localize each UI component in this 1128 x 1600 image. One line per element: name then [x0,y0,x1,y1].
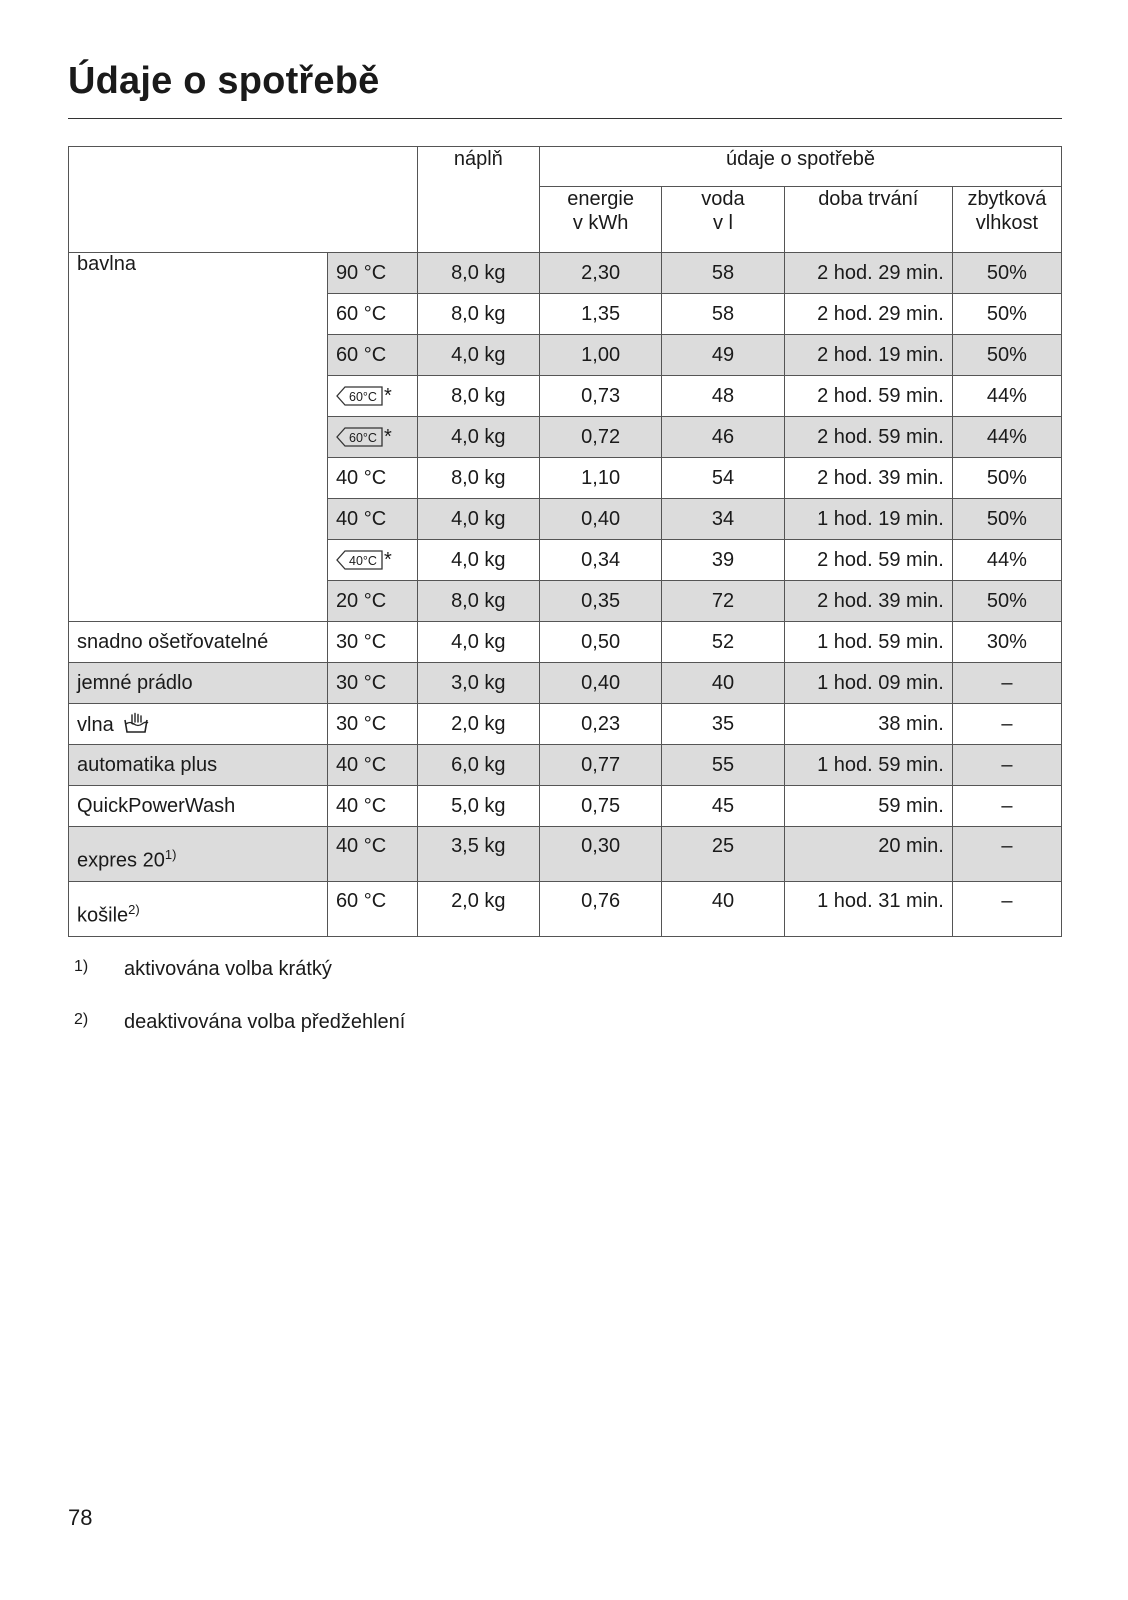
load-cell: 3,0 kg [417,663,539,704]
water-cell: 58 [662,253,784,294]
table-row [69,882,1062,937]
load-cell: 4,0 kg [417,335,539,376]
temp-cell: 40 °C [327,786,417,827]
moisture-cell: 50% [952,294,1061,335]
temp-cell [327,540,417,581]
water-cell: 54 [662,458,784,499]
load-cell: 4,0 kg [417,540,539,581]
footnotes [74,958,405,1064]
temp-cell: 60 °C [327,335,417,376]
program-cell: snadno ošetřovatelné [69,622,328,663]
temp-cell: 60 °C [327,882,417,937]
program-cell: automatika plus [69,745,328,786]
temp-cell: 40 °C [327,827,417,882]
load-cell: 4,0 kg [417,499,539,540]
header-blank [69,147,418,253]
water-cell: 40 [662,663,784,704]
temp-cell: 30 °C [327,622,417,663]
moisture-cell: 44% [952,417,1061,458]
load-cell: 2,0 kg [417,704,539,745]
water-cell: 45 [662,786,784,827]
duration-cell: 59 min. [784,786,952,827]
water-cell: 34 [662,499,784,540]
energy-cell: 0,40 [539,499,661,540]
water-cell: 72 [662,581,784,622]
svg-text:60°C: 60°C [348,390,377,405]
temp-cell: 40 °C [327,745,417,786]
energy-cell: 0,35 [539,581,661,622]
temp-cell: 30 °C [327,704,417,745]
table-row [69,827,1062,882]
table-row [69,704,1062,745]
table-row [69,663,1062,704]
duration-cell: 2 hod. 59 min. [784,540,952,581]
duration-cell: 38 min. [784,704,952,745]
moisture-cell: – [952,663,1061,704]
temp-cell: 30 °C [327,663,417,704]
load-cell: 5,0 kg [417,786,539,827]
moisture-cell: 44% [952,376,1061,417]
moisture-cell: – [952,786,1061,827]
moisture-cell: – [952,882,1061,937]
energy-cell: 1,10 [539,458,661,499]
moisture-cell: – [952,704,1061,745]
program-cell: košile$^{2)}$ [69,882,328,937]
temp-cell: 60 °C [327,294,417,335]
load-cell: 4,0 kg [417,417,539,458]
footnote [74,1011,405,1034]
load-cell: 8,0 kg [417,581,539,622]
moisture-cell: 30% [952,622,1061,663]
temp-cell [327,376,417,417]
page-title: Údaje o spotřebě [68,60,380,102]
moisture-cell: 50% [952,335,1061,376]
water-cell: 52 [662,622,784,663]
header-consumption: údaje o spotřebě [539,147,1061,187]
moisture-cell: – [952,745,1061,786]
footnote-text: deaktivována volba předžehlení [124,1011,406,1033]
load-cell: 8,0 kg [417,294,539,335]
footnote-mark: 1) [74,958,89,975]
energy-cell: 0,50 [539,622,661,663]
header-load: náplň [417,147,539,253]
program-cell: expres 20$^{1)}$ [69,827,328,882]
energy-cell: 0,30 [539,827,661,882]
duration-cell: 2 hod. 29 min. [784,253,952,294]
svg-text:60°C: 60°C [348,431,377,446]
duration-cell: 1 hod. 59 min. [784,745,952,786]
duration-cell: 2 hod. 39 min. [784,458,952,499]
load-cell: 3,5 kg [417,827,539,882]
water-cell: 40 [662,882,784,937]
energy-cell: 0,77 [539,745,661,786]
table-row [69,745,1062,786]
temp-cell: 40 °C [327,458,417,499]
header-duration: doba trvání [784,187,952,253]
water-cell: 35 [662,704,784,745]
program-cell: bavlna [69,253,328,622]
temp-cell: 90 °C [327,253,417,294]
energy-cell: 0,23 [539,704,661,745]
svg-text:40°C: 40°C [348,554,377,569]
eco-40-icon: 40°C * [336,549,392,572]
temp-cell: 40 °C [327,499,417,540]
header-energy: energie v kWh [539,187,661,253]
duration-cell: 1 hod. 09 min. [784,663,952,704]
water-cell: 58 [662,294,784,335]
load-cell: 8,0 kg [417,253,539,294]
water-cell: 25 [662,827,784,882]
table-row [69,253,1062,294]
water-cell: 49 [662,335,784,376]
moisture-cell: 50% [952,581,1061,622]
water-cell: 46 [662,417,784,458]
duration-cell: 2 hod. 59 min. [784,417,952,458]
consumption-table [68,146,1062,937]
energy-cell: 0,72 [539,417,661,458]
energy-cell: 0,76 [539,882,661,937]
energy-cell: 0,75 [539,786,661,827]
energy-cell: 1,00 [539,335,661,376]
header-water: voda v l [662,187,784,253]
footnote [74,958,405,981]
program-cell: QuickPowerWash [69,786,328,827]
handwash-icon [123,712,149,734]
water-cell: 39 [662,540,784,581]
header-row-1 [69,147,1062,187]
load-cell: 2,0 kg [417,882,539,937]
energy-cell: 1,35 [539,294,661,335]
duration-cell: 2 hod. 19 min. [784,335,952,376]
table-row [69,622,1062,663]
load-cell: 8,0 kg [417,458,539,499]
eco-60-icon: 60°C * [336,426,392,449]
program-cell: jemné prádlo [69,663,328,704]
eco-60-icon: 60°C * [336,385,392,408]
energy-cell: 0,73 [539,376,661,417]
moisture-cell: 44% [952,540,1061,581]
footnote-mark: 2) [74,1011,89,1028]
energy-cell: 0,34 [539,540,661,581]
energy-cell: 2,30 [539,253,661,294]
footnote-text: aktivována volba krátký [124,958,332,980]
duration-cell: 1 hod. 59 min. [784,622,952,663]
moisture-cell: 50% [952,458,1061,499]
duration-cell: 2 hod. 59 min. [784,376,952,417]
moisture-cell: 50% [952,253,1061,294]
duration-cell: 1 hod. 19 min. [784,499,952,540]
program-cell: vlna [69,704,328,745]
load-cell: 8,0 kg [417,376,539,417]
header-moisture: zbytková vlhkost [952,187,1061,253]
duration-cell: 20 min. [784,827,952,882]
title-divider [68,118,1062,119]
temp-cell: 20 °C [327,581,417,622]
duration-cell: 2 hod. 29 min. [784,294,952,335]
load-cell: 6,0 kg [417,745,539,786]
duration-cell: 2 hod. 39 min. [784,581,952,622]
water-cell: 48 [662,376,784,417]
page-number: 78 [68,1505,93,1530]
moisture-cell: – [952,827,1061,882]
energy-cell: 0,40 [539,663,661,704]
temp-cell [327,417,417,458]
water-cell: 55 [662,745,784,786]
moisture-cell: 50% [952,499,1061,540]
duration-cell: 1 hod. 31 min. [784,882,952,937]
load-cell: 4,0 kg [417,622,539,663]
table-row [69,786,1062,827]
